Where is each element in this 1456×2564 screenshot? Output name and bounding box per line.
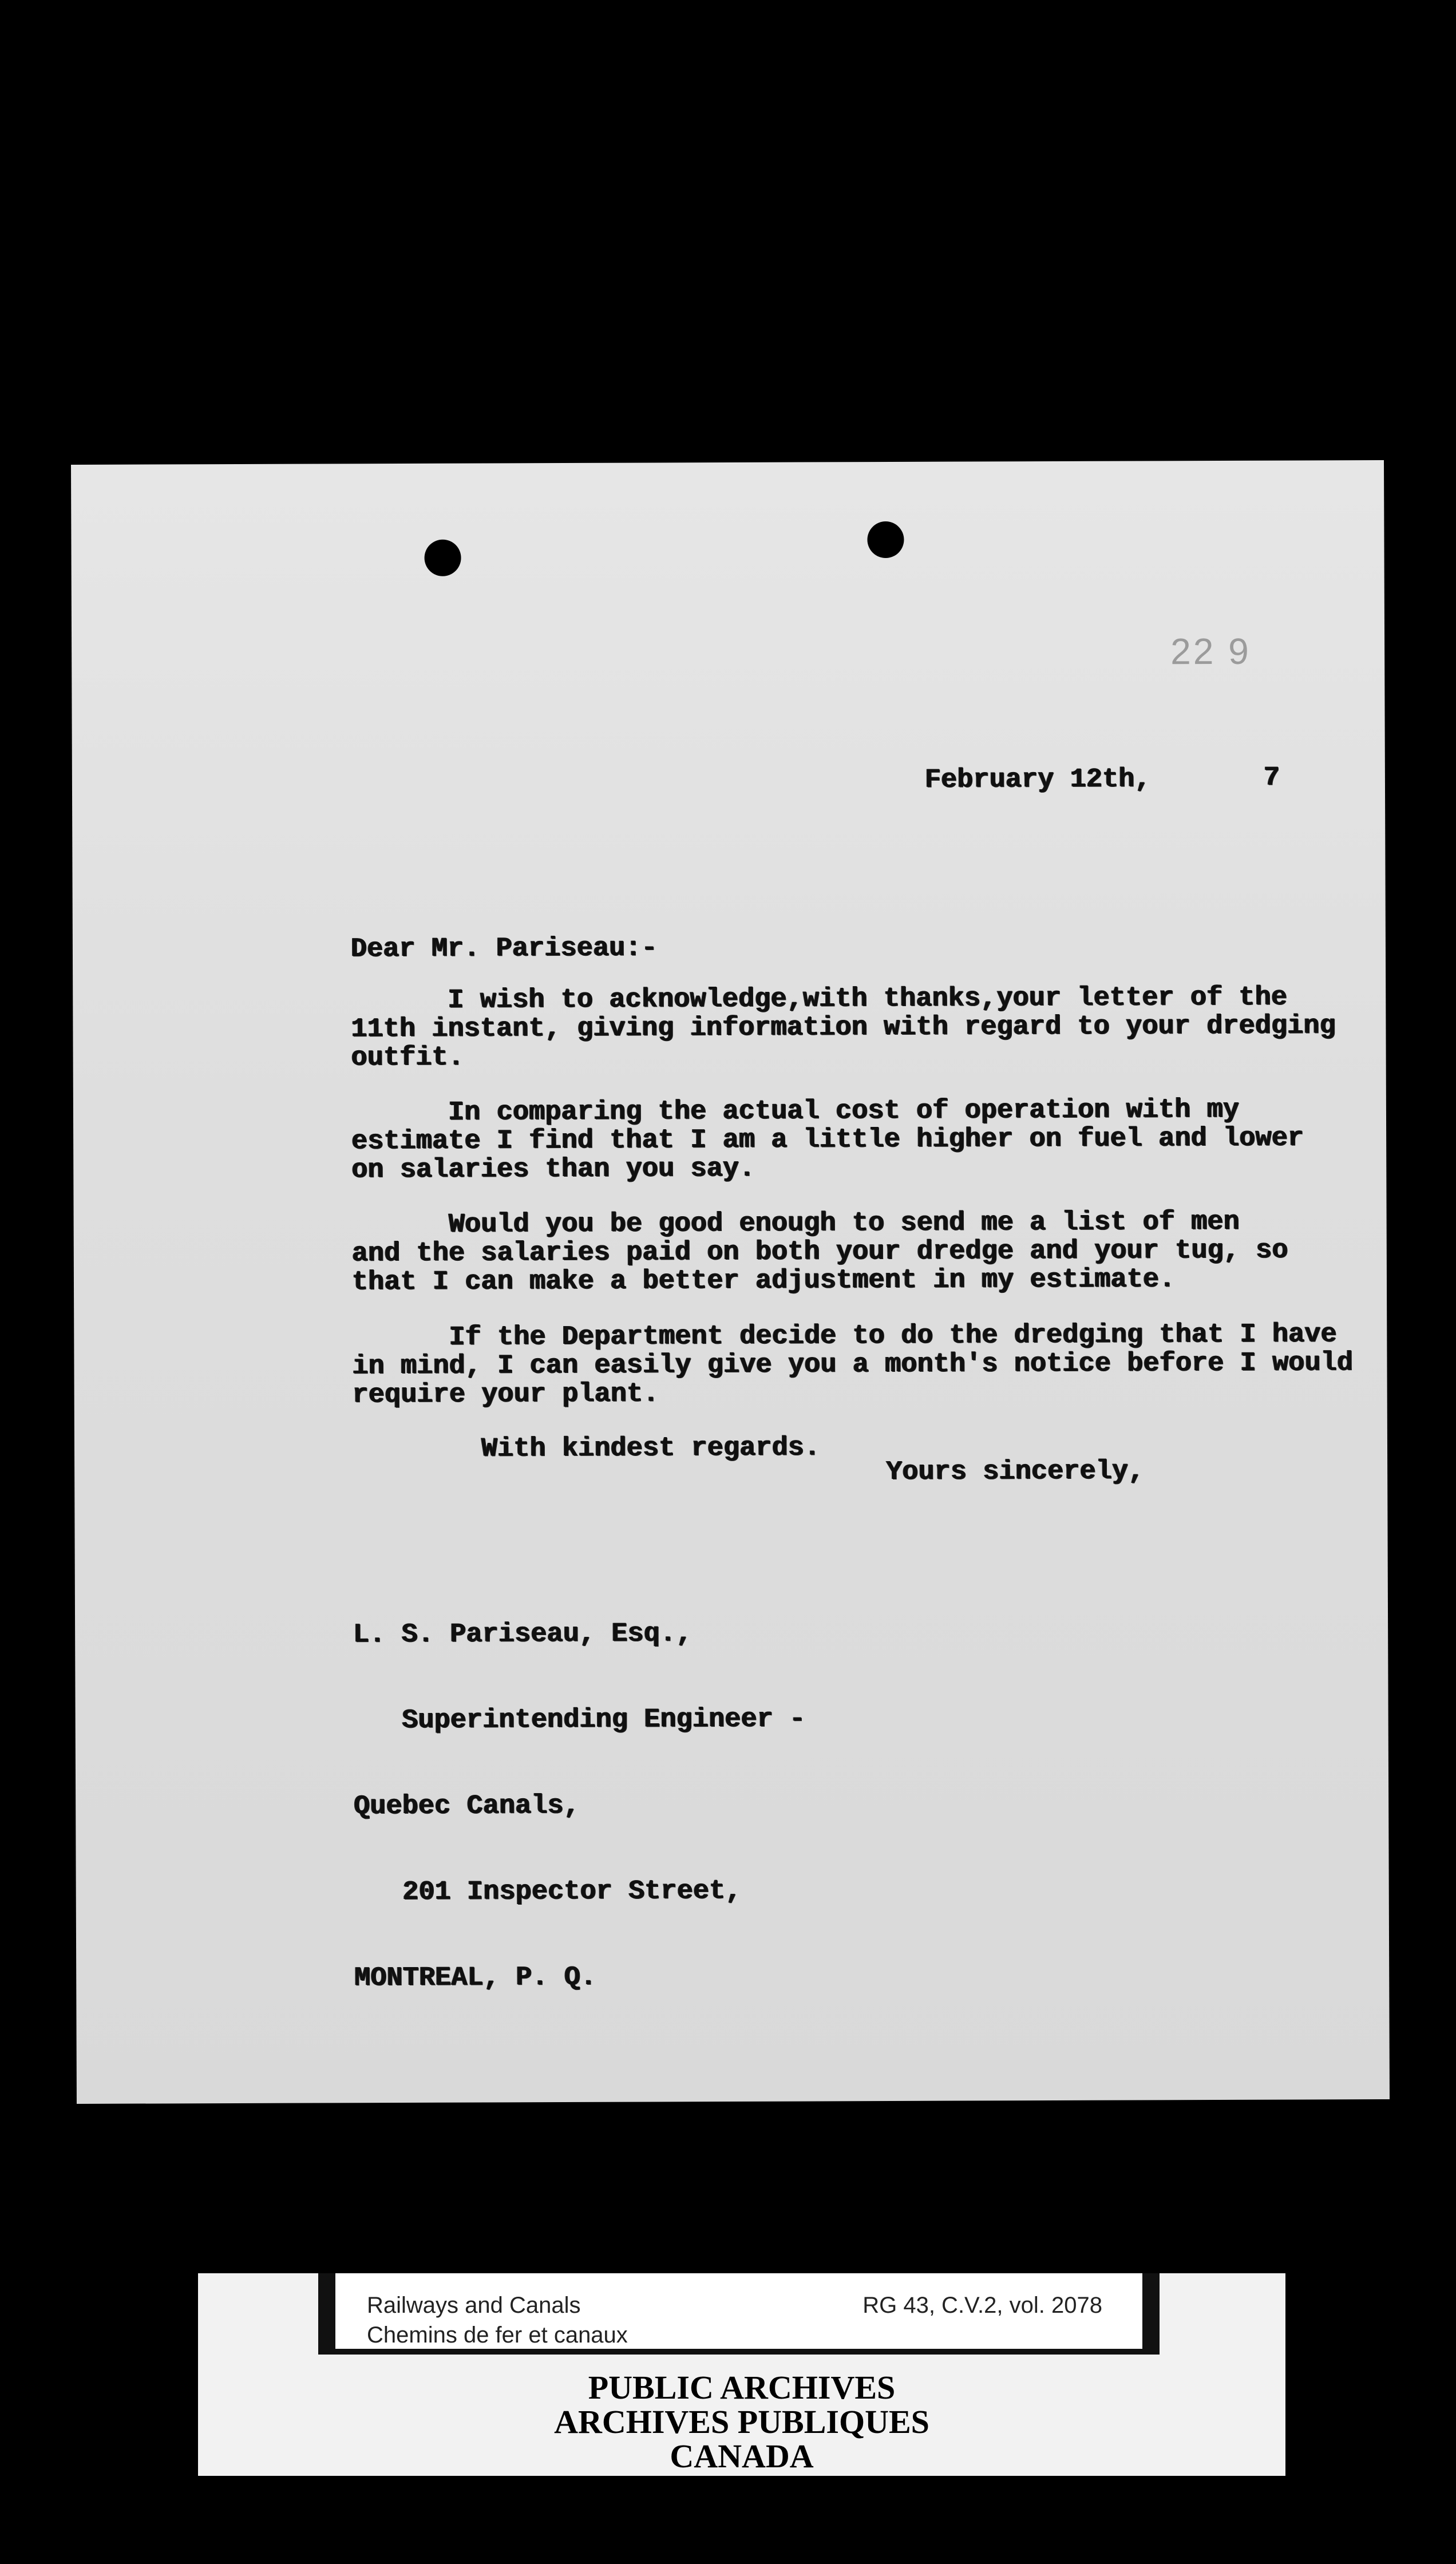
department-english: Railways and Canals [367, 2293, 581, 2318]
paragraph-request-list: Would you be good enough to send me a list of men and the salaries paid on both your dredge and your tug, so that I can make a better adjustment in my estimate. [351, 1206, 1288, 1298]
archive-title-french: ARCHIVES PUBLIQUES [554, 2403, 929, 2440]
department-french: Chemins de fer et canaux [367, 2322, 628, 2348]
closing-line: Yours sincerely, [886, 1456, 1145, 1488]
department-names [367, 2290, 628, 2350]
archive-title-country: CANADA [670, 2438, 814, 2475]
regards-line: With kindest regards. [481, 1433, 821, 1465]
letter-date-year: 7 [1263, 762, 1280, 793]
address-line-org: Quebec Canals, [354, 1790, 580, 1822]
punch-hole-left [424, 540, 461, 576]
page-number-annotation: 22 9 [1170, 630, 1251, 672]
address-line-street: 201 Inspector Street, [354, 1875, 742, 1908]
address-line-title: Superintending Engineer - [353, 1704, 806, 1736]
archive-title-english: PUBLIC ARCHIVES [588, 2369, 896, 2406]
paragraph-notice: If the Department decide to do the dredging that I have in mind, I can easily give you a month's notice before I would require your plant. [352, 1319, 1354, 1411]
recipient-address [353, 1562, 807, 2051]
salutation: Dear Mr. Pariseau:- [350, 933, 658, 965]
archive-label [198, 2273, 1285, 2476]
address-line-name: L. S. Pariseau, Esq., [353, 1619, 693, 1651]
paragraph-acknowledgement: I wish to acknowledge,with thanks,your letter of the 11th instant, giving information with regard to your dredging outfit. [351, 982, 1336, 1074]
paragraph-cost-comparison: In comparing the actual cost of operation with my estimate I find that I am a little higher on fuel and lower on salaries than you say. [351, 1094, 1304, 1186]
letter-date: February 12th, [924, 764, 1151, 796]
archive-reference: RG 43, C.V.2, vol. 2078 [862, 2293, 1102, 2318]
punch-hole-right [867, 521, 904, 558]
archive-reference-box [318, 2273, 1160, 2355]
address-line-city: MONTREAL, P. Q. [354, 1962, 597, 1994]
letter-page [71, 460, 1390, 2104]
